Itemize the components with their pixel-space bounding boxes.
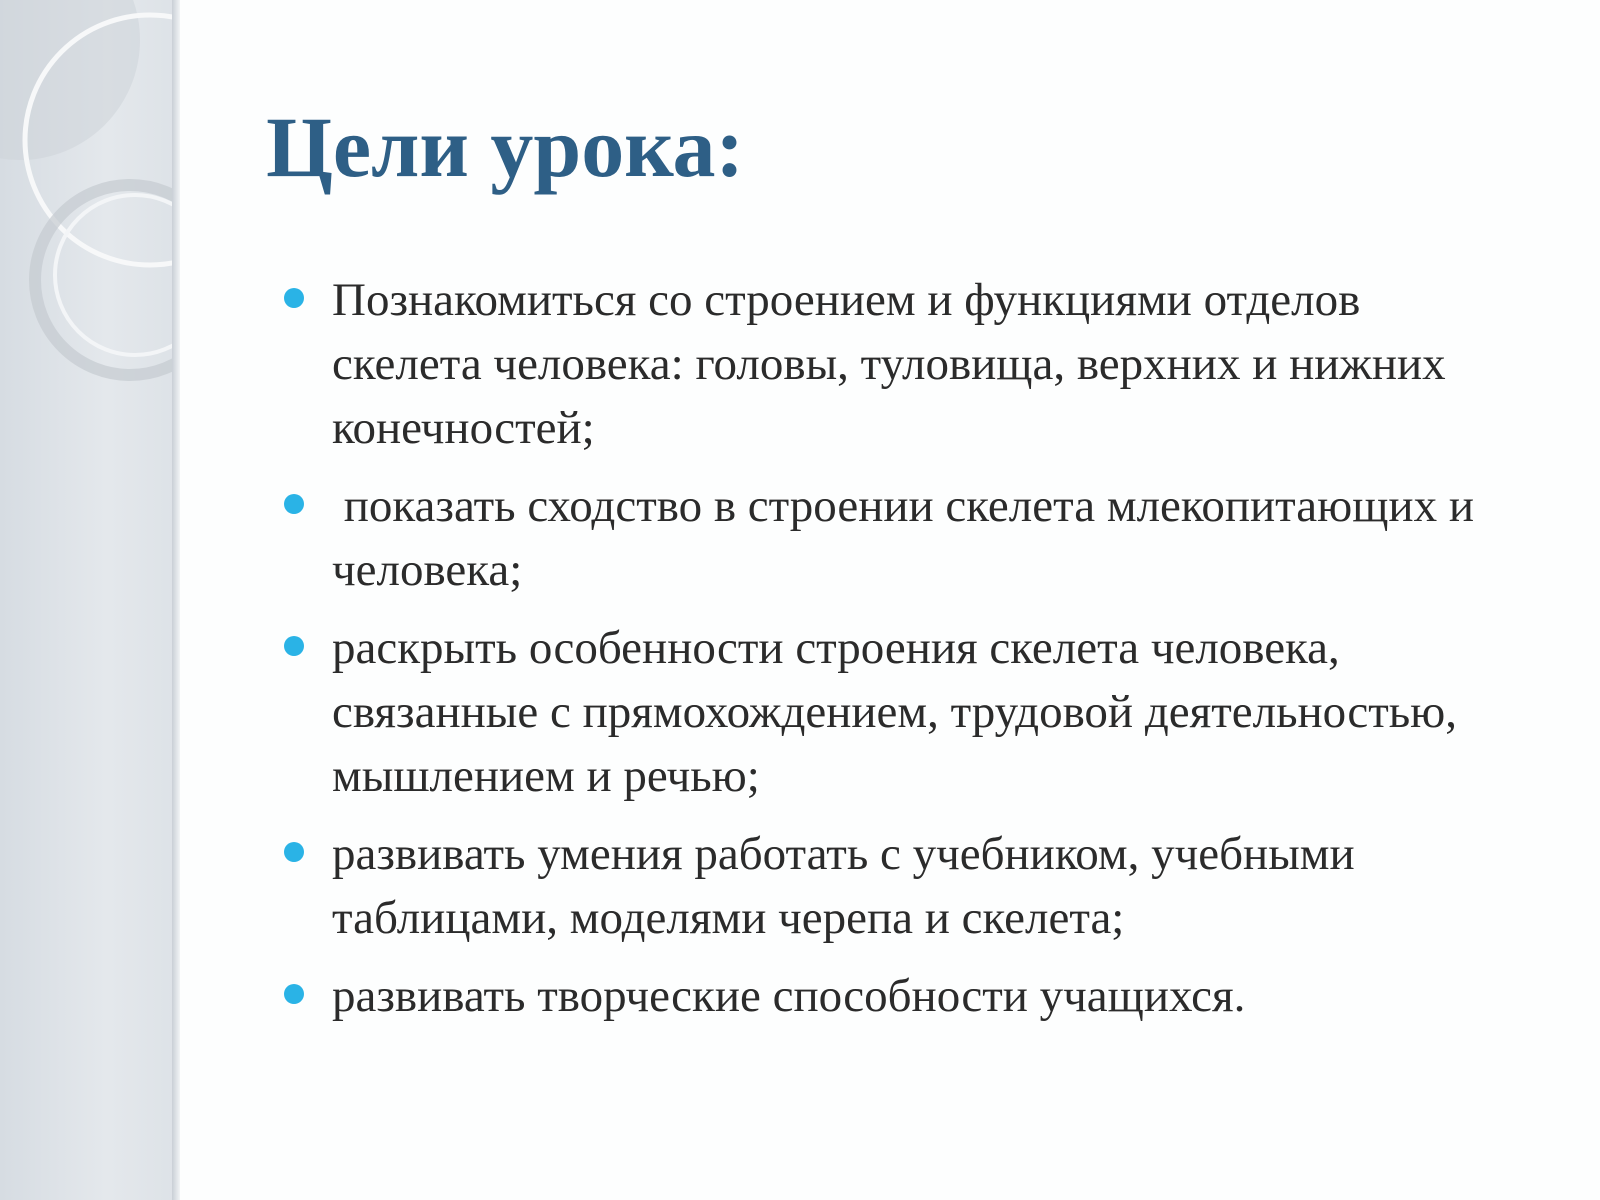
bullet-dot-icon [284, 494, 304, 514]
bullet-dot-icon [284, 636, 304, 656]
goal-text: развивать умения работать с учебником, учебными таблицами, моделями черепа и скелета; [332, 828, 1355, 944]
goal-item [280, 616, 1520, 808]
goal-item [280, 268, 1520, 460]
goal-text: раскрыть особенности строения скелета человека, связанные с прямохождением, трудовой деятельностью, мышлением и речью; [332, 622, 1458, 802]
slide-title: Цели урока: [266, 99, 745, 195]
side-panel-edge [172, 0, 180, 1200]
goal-item [280, 822, 1520, 950]
bullet-dot-icon [284, 288, 304, 308]
goal-item [280, 474, 1520, 602]
goal-text: Познакомиться со строением и функциями отделов скелета человека: головы, туловища, верхних и нижних конечностей; [332, 274, 1446, 454]
goal-text: показать сходство в строении скелета млекопитающих и человека; [332, 480, 1486, 596]
bullet-dot-icon [284, 984, 304, 1004]
goal-text: развивать творческие способности учащихся. [332, 970, 1246, 1022]
decorative-rings-icon [0, 0, 178, 420]
decorative-side-panel [0, 0, 178, 1200]
bullet-dot-icon [284, 842, 304, 862]
goal-item [280, 964, 1520, 1028]
goals-list [280, 268, 1520, 1042]
